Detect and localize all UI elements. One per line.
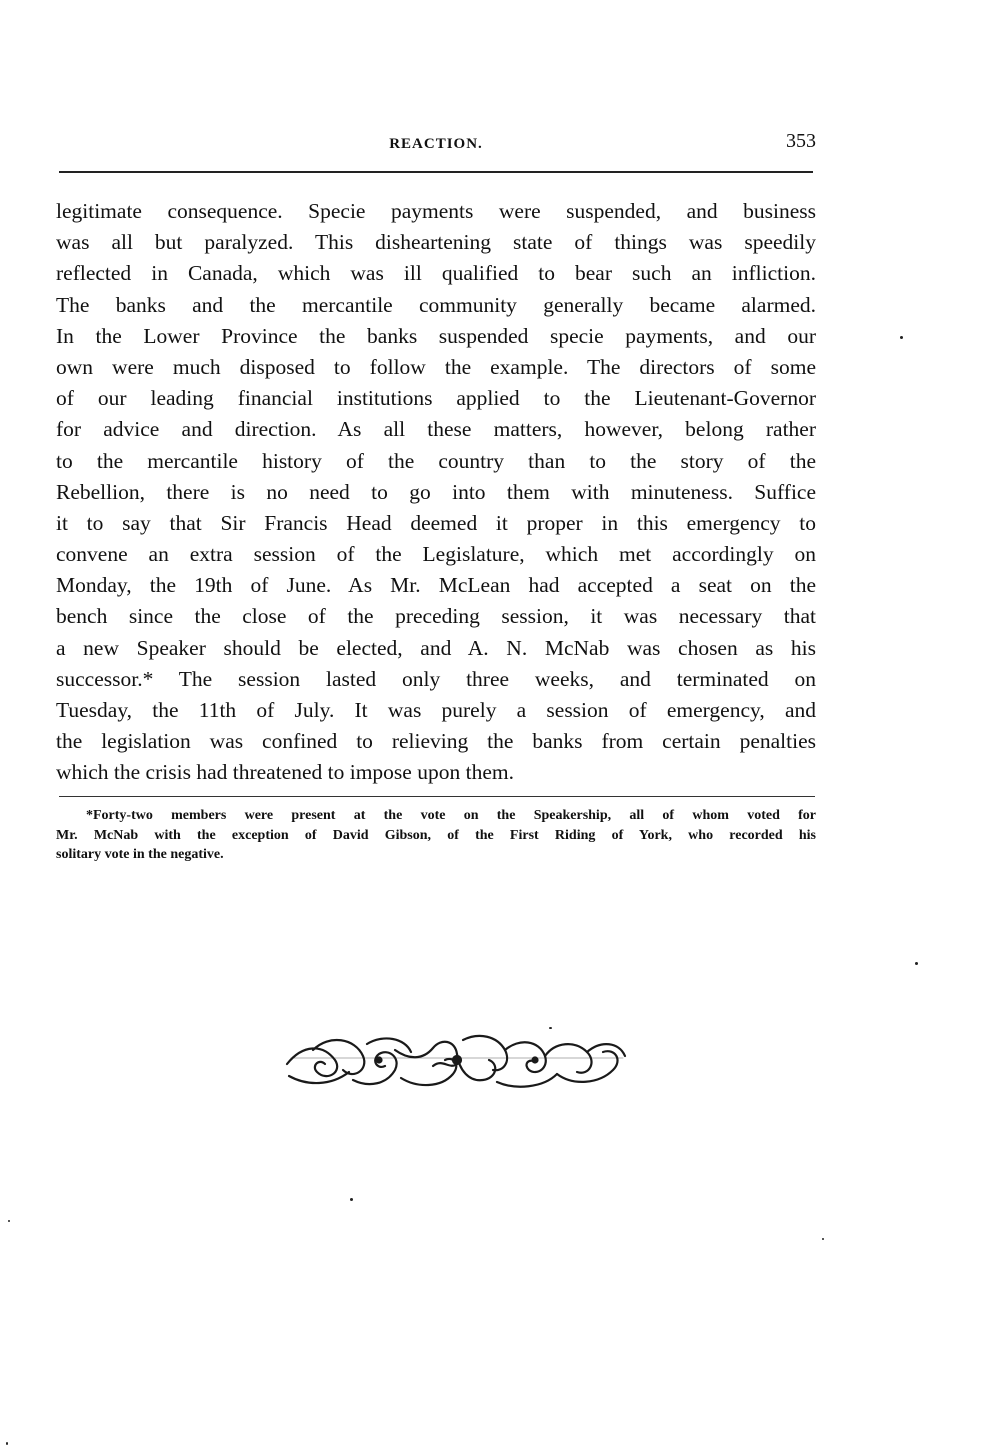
body-line: it to say that Sir Francis Head deemed it proper in this emergency to xyxy=(56,510,816,535)
body-line: convene an extra session of the Legislature, which met accordingly on xyxy=(56,542,816,567)
body-line: Rebellion, there is no need to go into them with minuteness. Suffice xyxy=(56,479,816,504)
print-speck xyxy=(822,1238,824,1240)
body-line: which the crisis had threatened to impose upon them. xyxy=(56,760,514,785)
body-text xyxy=(56,196,816,789)
page-number: 353 xyxy=(786,130,816,152)
body-line: Tuesday, the 11th of July. It was purely a session of emergency, and xyxy=(56,698,816,722)
body-line: of our leading financial institutions applied to the Lieutenant-Governor xyxy=(56,386,816,411)
body-line: a new Speaker should be elected, and A. N. McNab was chosen as his xyxy=(56,635,816,660)
body-line: In the Lower Province the banks suspended specie payments, and our xyxy=(56,323,816,348)
floral-tailpiece-icon xyxy=(283,1030,631,1094)
print-speck xyxy=(900,336,903,339)
print-speck xyxy=(350,1198,353,1201)
print-speck xyxy=(6,1442,8,1445)
running-title: REACTION. xyxy=(389,136,483,152)
body-line: own were much disposed to follow the example. The directors of some xyxy=(56,354,816,379)
tailpiece-ornament-svg xyxy=(283,1030,631,1094)
body-line: Monday, the 19th of June. As Mr. McLean had accepted a seat on the xyxy=(56,573,816,598)
body-line: was all but paralyzed. This disheartening state of things was speedily xyxy=(56,230,816,255)
footnote-rule xyxy=(59,796,815,797)
footnote-line: solitary vote in the negative. xyxy=(56,847,224,862)
footnote xyxy=(56,806,816,865)
body-line: for advice and direction. As all these matters, however, belong rather xyxy=(56,417,816,442)
header-rule xyxy=(59,171,813,173)
print-speck xyxy=(915,962,918,965)
footnote-line: Mr. McNab with the exception of David Gibson, of the First Riding of York, who recorded his xyxy=(56,827,816,843)
body-line: bench since the close of the preceding session, it was necessary that xyxy=(56,604,816,629)
body-line: the legislation was confined to relieving the banks from certain penalties xyxy=(56,729,816,754)
body-line: reflected in Canada, which was ill qualified to bear such an infliction. xyxy=(56,261,816,286)
body-line: successor.* The session lasted only three weeks, and terminated on xyxy=(56,666,816,691)
body-line: to the mercantile history of the country than to the story of the xyxy=(56,448,816,473)
print-speck xyxy=(549,1027,552,1029)
body-line: legitimate consequence. Specie payments were suspended, and business xyxy=(56,199,816,223)
print-speck xyxy=(8,1220,10,1222)
running-head xyxy=(56,130,816,160)
footnote-line: *Forty-two members were present at the vote on the Speakership, all of whom voted for xyxy=(86,808,816,823)
body-line: The banks and the mercantile community generally became alarmed. xyxy=(56,292,816,317)
